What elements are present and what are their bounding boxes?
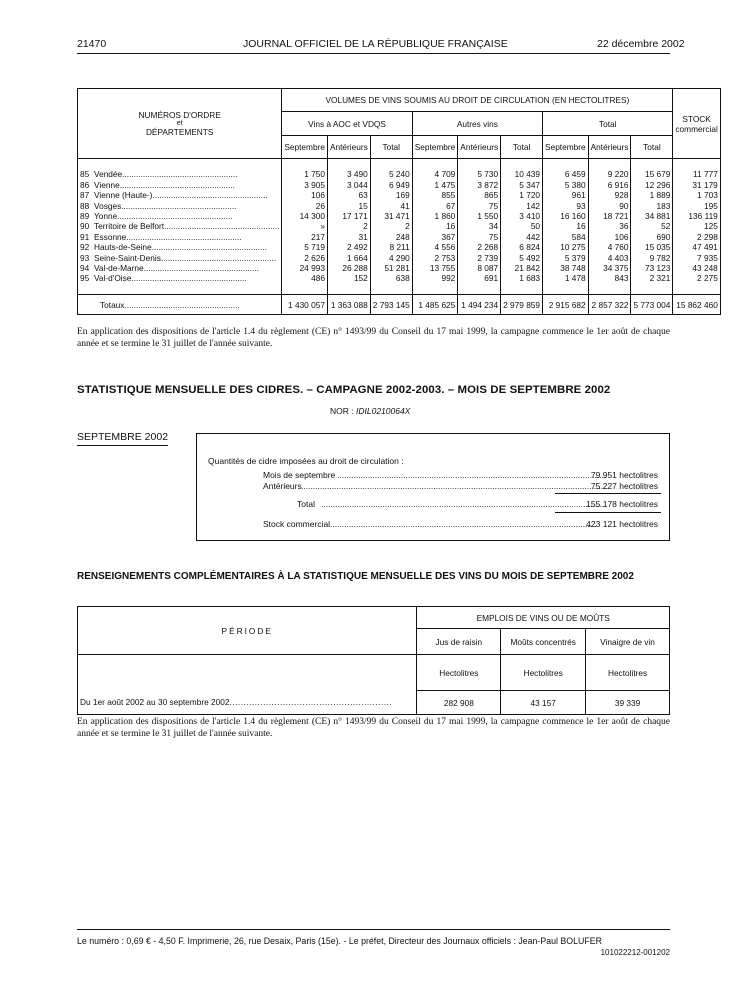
header-rule [77,53,670,54]
note-2: En application des dispositions de l'article 1.4 du règlement (CE) n° 1493/99 du Conseil du 17 mai 1999, la campagne commence le 1er août de chaque année et se termine le 31 juillet de l'année suivante. [77,717,670,739]
value-cell: 15 862 460 [673,295,720,315]
footer-rule [77,929,670,930]
value-cell: 18 721 [588,211,631,221]
value-cell: 2 753 [412,253,458,263]
value-cell: 26 288 [327,263,370,273]
value-cell: 15 035 [631,242,673,252]
value-cell: 75 [458,232,501,242]
value-cell: 13 755 [412,263,458,273]
department-cell: 93 Seine-Saint-Denis.................................................. [78,253,282,263]
total-value: 155 178 hectolitres [586,499,658,509]
table-row [78,211,721,221]
table-row [78,242,721,252]
table-row [78,263,721,273]
blank-cell [78,655,417,691]
value-cell: 51 281 [370,263,412,273]
sum-rule [555,493,661,494]
value-cell: 5 730 [458,169,501,179]
value-cell: 6 949 [370,180,412,190]
stock-value: 423 121 hectolitres [586,519,658,529]
col-vinaigre: Vinaigre de vin [586,629,670,655]
footer-code: 101022212-001202 [600,948,670,957]
column-header: Septembre [412,136,458,159]
cidre-box [196,433,670,541]
value-cell: 50 [501,221,543,231]
value-cell: 26 [282,201,328,211]
value-cell: 31 [327,232,370,242]
value-cell: 961 [543,190,589,200]
value-cell: 43 248 [673,263,720,273]
department-cell: 95 Val-d'Oise.................................................. [78,273,282,283]
column-header: Antérieurs [458,136,501,159]
value-cell: 2 739 [458,253,501,263]
dot-leader: .................................................................................................................................. [301,481,609,491]
value-cell: 73 123 [631,263,673,273]
value-cell: 195 [673,201,720,211]
value-cell: 1 550 [458,211,501,221]
value-cell: 63 [327,190,370,200]
value-cell: 169 [370,190,412,200]
value-cell: 1 475 [412,180,458,190]
value-cell: 2 321 [631,273,673,283]
value-cell: 6 459 [543,169,589,179]
table-row [78,180,721,190]
value-cell: 2 915 682 [543,295,589,315]
value-cell: 39 339 [586,691,670,715]
value-cell: 12 296 [631,180,673,190]
complement-table [77,606,670,715]
value-cell: 34 375 [588,263,631,273]
value-cell: 4 290 [370,253,412,263]
value-cell: 442 [501,232,543,242]
column-header: Antérieurs [588,136,631,159]
value-cell: 15 [327,201,370,211]
col-jus: Jus de raisin [417,629,501,655]
column-header: Total [370,136,412,159]
value-cell: 5 380 [543,180,589,190]
value-cell: 10 439 [501,169,543,179]
value-cell: 8 087 [458,263,501,273]
table-row [78,190,721,200]
department-cell: 91 Essonne.................................................. [78,232,282,242]
table-row [78,169,721,179]
value-cell: 3 410 [501,211,543,221]
value-cell: 142 [501,201,543,211]
value-cell: 843 [588,273,631,283]
cidre-intro: Quantités de cidre imposées au droit de circulation : [208,456,404,466]
value-cell: 75 [458,201,501,211]
mois-value: 79 951 hectolitres [590,470,658,480]
value-cell: 1 889 [631,190,673,200]
value-cell: 1 860 [412,211,458,221]
table-row [78,253,721,263]
table-row [78,273,721,283]
sum-rule [555,512,661,513]
value-cell: 125 [673,221,720,231]
column-header: Septembre [282,136,328,159]
value-cell: 16 160 [543,211,589,221]
value-cell: 4 709 [412,169,458,179]
row-header: NUMÉROS D'ORDRE et DÉPARTEMENTS [78,89,282,159]
value-cell: 2 626 [282,253,328,263]
nor-line: NOR : IDIL0210064X [330,406,411,416]
value-cell: 1 430 057 [282,295,328,315]
value-cell: 4 403 [588,253,631,263]
value-cell: 1 478 [543,273,589,283]
value-cell: » [282,221,328,231]
dot-leader: .................................................................................................................. [337,470,607,480]
dot-leader: ........................................................................................................................ [321,499,605,509]
month-label: SEPTEMBRE 2002 [77,431,168,446]
value-cell: 248 [370,232,412,242]
value-cell: 16 [543,221,589,231]
value-cell: 106 [588,232,631,242]
value-cell: 43 157 [501,691,586,715]
column-header: Antérieurs [327,136,370,159]
value-cell: 7 935 [673,253,720,263]
value-cell: 1 683 [501,273,543,283]
value-cell: 1 703 [673,190,720,200]
value-cell: 152 [327,273,370,283]
value-cell: 41 [370,201,412,211]
wine-volumes-table [77,88,721,315]
value-cell: 93 [543,201,589,211]
value-cell: 38 748 [543,263,589,273]
value-cell: 183 [631,201,673,211]
value-cell: 638 [370,273,412,283]
value-cell: 2 275 [673,273,720,283]
stock-header: STOCK commercial [673,89,720,159]
department-cell: 94 Val-de-Marne.................................................. [78,263,282,273]
note-1: En application des dispositions de l'article 1.4 du règlement (CE) n° 1493/99 du Conseil du 17 mai 1999, la campagne commence le 1er août de chaque année et se termine le 31 juillet de l'année suivante. [77,327,670,349]
dot-leader: ................................................................................................................. [330,519,597,529]
value-cell: 67 [412,201,458,211]
table-row [78,201,721,211]
value-cell: 52 [631,221,673,231]
value-cell: 4 556 [412,242,458,252]
anter-value: 75 227 hectolitres [590,481,658,491]
value-cell: 865 [458,190,501,200]
table3-title: RENSEIGNEMENTS COMPLÉMENTAIRES À LA STATISTIQUE MENSUELLE DES VINS DU MOIS DE SEPTEMBRE 2002 [77,571,634,582]
value-cell: 47 491 [673,242,720,252]
period-cell: Du 1er août 2002 au 30 septembre 2002.......................................................... [78,691,417,715]
value-cell: 9 220 [588,169,631,179]
value-cell: 4 760 [588,242,631,252]
value-cell: 3 490 [327,169,370,179]
value-cell: 5 240 [370,169,412,179]
total-label: Total [297,499,315,509]
value-cell: 34 881 [631,211,673,221]
value-cell: 5 379 [543,253,589,263]
mois-label: Mois de septembre [263,470,336,480]
cidre-title: STATISTIQUE MENSUELLE DES CIDRES. – CAMPAGNE 2002-2003. – MOIS DE SEPTEMBRE 2002 [77,384,611,396]
value-cell: 5 492 [501,253,543,263]
value-cell: 2 298 [673,232,720,242]
value-cell: 2 979 859 [501,295,543,315]
subgroup-total: Total [543,112,673,136]
value-cell: 690 [631,232,673,242]
department-cell: 87 Vienne (Haute-).................................................. [78,190,282,200]
value-cell: 2 [370,221,412,231]
group-title: VOLUMES DE VINS SOUMIS AU DROIT DE CIRCULATION (EN HECTOLITRES) [282,89,673,112]
value-cell: 11 777 [673,169,720,179]
value-cell: 3 872 [458,180,501,190]
value-cell: 2 492 [327,242,370,252]
value-cell: 1 485 625 [412,295,458,315]
value-cell: 2 793 145 [370,295,412,315]
value-cell: 16 [412,221,458,231]
value-cell: 6 916 [588,180,631,190]
totals-row [78,295,721,315]
value-cell: 8 211 [370,242,412,252]
value-cell: 584 [543,232,589,242]
page-number: 21470 [77,38,107,50]
issue-date: 22 décembre 2002 [597,38,685,50]
value-cell: 31 179 [673,180,720,190]
unit-cell: Hectolitres [501,655,586,691]
unit-cell: Hectolitres [586,655,670,691]
value-cell: 217 [282,232,328,242]
unit-cell: Hectolitres [417,655,501,691]
value-cell: 34 [458,221,501,231]
footer-line: Le numéro : 0,69 € - 4,50 F. Imprimerie, 26, rue Desaix, Paris (15e). - Le préfet, Directeur des Journaux officiels : Jean-Paul BOLUFER [77,936,602,946]
journal-title: JOURNAL OFFICIEL DE LA RÉPUBLIQUE FRANÇAISE [243,38,508,50]
value-cell: 1 720 [501,190,543,200]
value-cell: 31 471 [370,211,412,221]
value-cell: 36 [588,221,631,231]
department-cell: 92 Hauts-de-Seine.................................................. [78,242,282,252]
subgroup-aoc: Vins à AOC et VDQS [282,112,412,136]
column-header: Septembre [543,136,589,159]
value-cell: 106 [282,190,328,200]
anter-label: Antérieurs [263,481,302,491]
department-cell: Totaux.................................................. [78,295,282,315]
periode-header: PÉRIODE [78,607,417,655]
department-cell: 85 Vendée.................................................. [78,169,282,179]
table-row [78,221,721,231]
column-header: Total [501,136,543,159]
department-cell: 90 Territoire de Belfort.................................................. [78,221,282,231]
column-header: Total [631,136,673,159]
value-cell: 5 347 [501,180,543,190]
value-cell: 5 719 [282,242,328,252]
value-cell: 1 750 [282,169,328,179]
value-cell: 5 773 004 [631,295,673,315]
value-cell: 9 782 [631,253,673,263]
department-cell: 89 Yonne.................................................. [78,211,282,221]
value-cell: 928 [588,190,631,200]
value-cell: 14 300 [282,211,328,221]
department-cell: 88 Vosges.................................................. [78,201,282,211]
value-cell: 24 993 [282,263,328,273]
value-cell: 3 905 [282,180,328,190]
value-cell: 136 119 [673,211,720,221]
value-cell: 90 [588,201,631,211]
value-cell: 15 679 [631,169,673,179]
value-cell: 2 857 322 [588,295,631,315]
department-cell: 86 Vienne.................................................. [78,180,282,190]
value-cell: 282 908 [417,691,501,715]
value-cell: 367 [412,232,458,242]
value-cell: 6 824 [501,242,543,252]
value-cell: 10 275 [543,242,589,252]
emplois-header: EMPLOIS DE VINS OU DE MOÛTS [417,607,670,629]
value-cell: 17 171 [327,211,370,221]
value-cell: 855 [412,190,458,200]
col-mouts: Moûts concentrés [501,629,586,655]
value-cell: 1 664 [327,253,370,263]
value-cell: 486 [282,273,328,283]
value-cell: 1 494 234 [458,295,501,315]
table-row [78,232,721,242]
value-cell: 992 [412,273,458,283]
stock-label: Stock commercial [263,519,331,529]
value-cell: 1 363 088 [327,295,370,315]
value-cell: 3 044 [327,180,370,190]
value-cell: 2 [327,221,370,231]
value-cell: 2 268 [458,242,501,252]
value-cell: 21 842 [501,263,543,273]
value-cell: 691 [458,273,501,283]
subgroup-autres: Autres vins [412,112,542,136]
